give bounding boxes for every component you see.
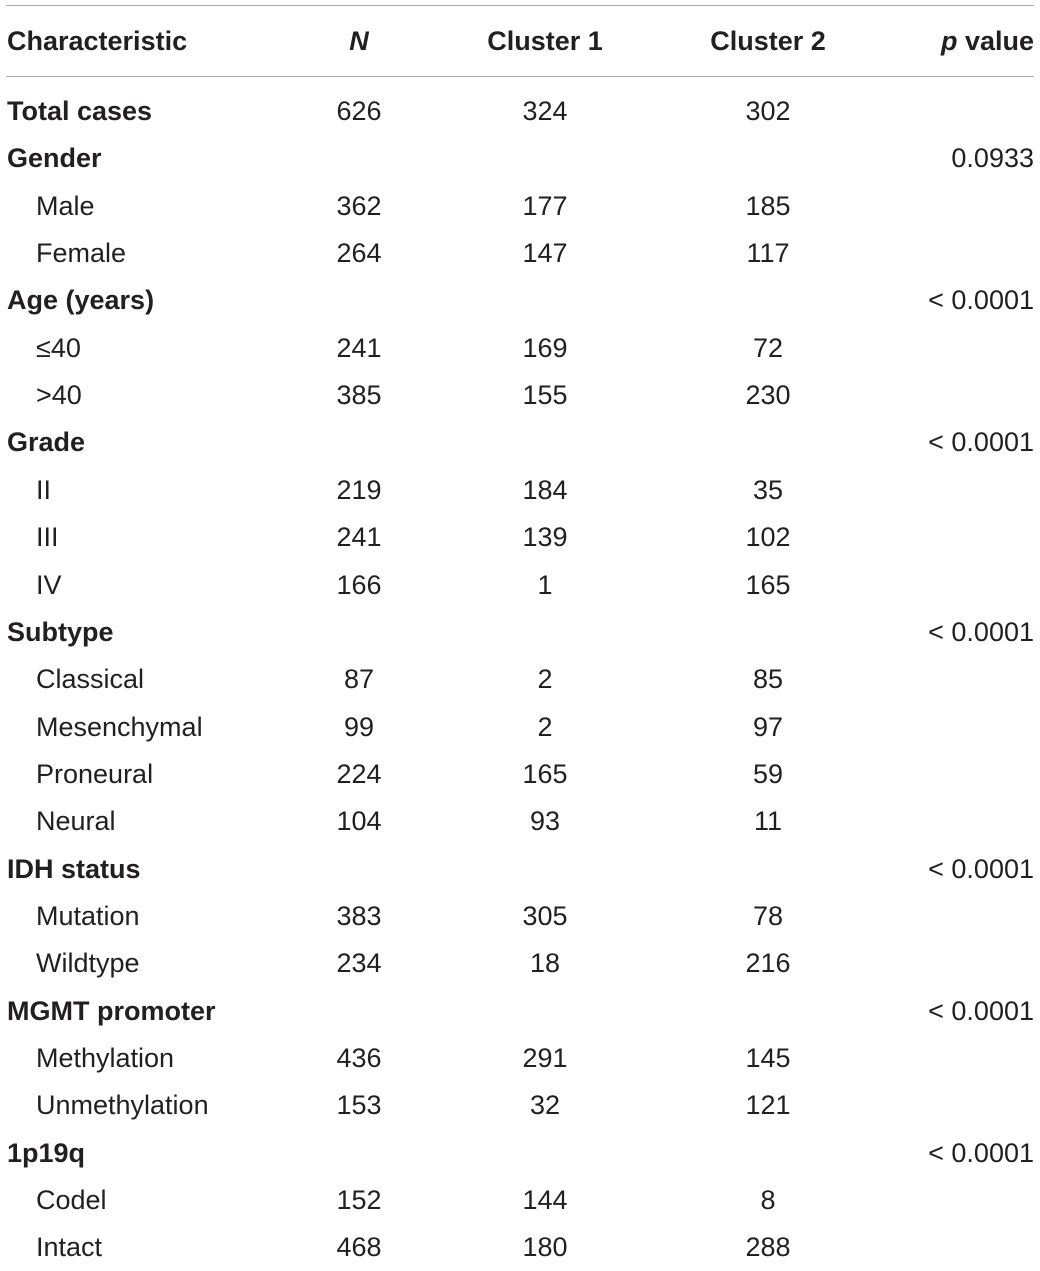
cell-n: 99 <box>343 711 375 742</box>
cell-cluster-1: 32 <box>529 1090 561 1121</box>
cell-n <box>300 609 418 656</box>
cell-cluster-2 <box>690 419 846 466</box>
category-row <box>0 88 1040 135</box>
category-row <box>0 988 1040 1035</box>
row-label: Codel <box>36 1185 107 1216</box>
cell-cluster-1 <box>470 419 620 466</box>
cell-cluster-1: 93 <box>529 806 561 837</box>
cell-cluster-1: 165 <box>522 758 568 789</box>
cell-cluster-2 <box>690 846 846 893</box>
cell-n: 87 <box>343 664 375 695</box>
cell-cluster-1: 139 <box>522 522 568 553</box>
table-row <box>0 1082 1040 1129</box>
cell-n <box>300 135 418 182</box>
cell-cluster-2: 165 <box>745 569 791 600</box>
cell-cluster-2: 230 <box>745 380 791 411</box>
cell-cluster-1 <box>470 988 620 1035</box>
table-row <box>0 467 1040 514</box>
table-row <box>0 230 1040 277</box>
cell-cluster-1: 1 <box>537 569 553 600</box>
table-row <box>0 798 1040 845</box>
cell-cluster-2: 288 <box>745 1232 791 1263</box>
cell-cluster-2: 216 <box>745 948 791 979</box>
table-row <box>0 183 1040 230</box>
row-label: III <box>36 522 59 553</box>
row-label: Proneural <box>36 758 154 789</box>
cell-cluster-1: 144 <box>522 1185 568 1216</box>
row-label: Subtype <box>7 616 114 647</box>
cell-n: 234 <box>336 948 382 979</box>
row-label: >40 <box>36 380 82 411</box>
category-row <box>0 846 1040 893</box>
cell-n: 166 <box>336 569 382 600</box>
cell-p-value: < 0.0001 <box>928 995 1034 1026</box>
category-row <box>0 135 1040 182</box>
cell-p-value: < 0.0001 <box>928 1137 1034 1168</box>
cell-n: 385 <box>336 380 382 411</box>
cell-cluster-1: 291 <box>522 1043 568 1073</box>
row-label: Male <box>36 190 95 221</box>
cell-cluster-1: 305 <box>522 900 568 931</box>
cell-p-value: < 0.0001 <box>928 616 1034 647</box>
cell-n <box>300 277 418 324</box>
cell-n: 264 <box>336 238 382 269</box>
cell-cluster-2 <box>690 135 846 182</box>
cell-n: 241 <box>336 332 382 363</box>
cell-cluster-1: 180 <box>522 1232 568 1263</box>
cell-p-value: < 0.0001 <box>928 285 1034 316</box>
table-row <box>0 751 1040 798</box>
header-cluster-2: Cluster 2 <box>710 25 826 56</box>
cell-cluster-2: 11 <box>753 806 783 837</box>
cell-cluster-2: 117 <box>746 238 790 269</box>
cell-n: 219 <box>336 474 382 505</box>
header-rule <box>6 76 1034 77</box>
table-row <box>0 893 1040 940</box>
cell-cluster-2: 78 <box>752 900 784 931</box>
row-label: Total cases <box>7 96 153 126</box>
table-row <box>0 656 1040 703</box>
cell-n: 468 <box>336 1232 382 1263</box>
category-row <box>0 277 1040 324</box>
row-label: Mesenchymal <box>36 711 203 742</box>
table-row <box>0 514 1040 561</box>
table-row <box>0 325 1040 372</box>
cell-cluster-1: 18 <box>529 948 561 979</box>
cell-cluster-2: 35 <box>752 474 784 505</box>
table-row <box>0 1035 1040 1082</box>
header-p-italic: p <box>940 25 958 56</box>
header-characteristic: Characteristic <box>7 25 188 56</box>
table-row <box>0 940 1040 987</box>
cell-cluster-2: 121 <box>745 1090 791 1121</box>
header-n: N <box>349 25 369 56</box>
header-cluster-1: Cluster 1 <box>487 25 603 56</box>
row-label: Classical <box>36 664 145 695</box>
cell-n: 241 <box>336 522 382 553</box>
row-label: Gender <box>7 143 102 174</box>
row-label: Age (years) <box>7 285 155 316</box>
row-label: Female <box>36 238 127 269</box>
cell-n <box>300 419 418 466</box>
cell-n: 626 <box>336 96 382 126</box>
row-label: Methylation <box>36 1043 175 1073</box>
row-label: Wildtype <box>36 948 140 979</box>
cell-n <box>300 846 418 893</box>
cell-n: 224 <box>336 758 382 789</box>
category-row <box>0 419 1040 466</box>
cell-cluster-1 <box>470 609 620 656</box>
cell-cluster-2: 145 <box>745 1043 791 1073</box>
cell-cluster-1 <box>470 277 620 324</box>
table-row <box>0 1224 1040 1271</box>
category-row <box>0 609 1040 656</box>
table-row <box>0 372 1040 419</box>
cell-cluster-1 <box>470 846 620 893</box>
cell-cluster-2: 302 <box>745 96 791 126</box>
table-row <box>0 562 1040 609</box>
row-label: ≤40 <box>36 332 81 363</box>
top-rule <box>6 5 1034 6</box>
table-row <box>0 1177 1040 1224</box>
cell-n: 104 <box>336 806 382 837</box>
cell-cluster-2: 102 <box>745 522 791 553</box>
cell-cluster-1 <box>470 1130 620 1177</box>
cell-cluster-1: 2 <box>537 664 553 695</box>
cell-p-value: 0.0933 <box>951 143 1034 174</box>
cell-cluster-1: 169 <box>522 332 568 363</box>
row-label: IDH status <box>7 853 141 884</box>
header-p-value <box>941 18 1034 64</box>
cell-cluster-2 <box>690 277 846 324</box>
cell-cluster-1 <box>470 135 620 182</box>
cell-n: 152 <box>336 1185 382 1216</box>
cell-cluster-2: 85 <box>752 664 784 695</box>
cell-cluster-2 <box>690 1130 846 1177</box>
row-label: Grade <box>7 427 86 458</box>
cell-p-value: < 0.0001 <box>928 427 1034 458</box>
table-row <box>0 704 1040 751</box>
cell-cluster-2: 185 <box>745 190 791 221</box>
cell-cluster-2 <box>690 609 846 656</box>
cell-n: 153 <box>336 1090 382 1121</box>
cell-cluster-2: 72 <box>752 332 784 363</box>
cell-n: 362 <box>336 190 382 221</box>
cell-cluster-2: 8 <box>760 1185 776 1216</box>
cell-cluster-1: 177 <box>522 190 568 221</box>
row-label: II <box>36 474 52 505</box>
cell-n: 383 <box>336 900 382 931</box>
row-label: MGMT promoter <box>7 995 216 1026</box>
cell-cluster-1: 324 <box>522 96 568 126</box>
row-label: Unmethylation <box>36 1090 209 1121</box>
cell-cluster-1: 155 <box>522 380 568 411</box>
cell-cluster-1: 147 <box>522 238 568 269</box>
row-label: 1p19q <box>7 1137 86 1168</box>
header-p-rest: value <box>957 25 1034 56</box>
cell-cluster-2: 97 <box>752 711 784 742</box>
cell-cluster-1: 184 <box>522 474 568 505</box>
row-label: Mutation <box>36 900 140 931</box>
cell-n: 436 <box>336 1043 382 1073</box>
cell-p-value: < 0.0001 <box>928 853 1034 884</box>
cell-cluster-2 <box>690 988 846 1035</box>
row-label: Neural <box>36 806 116 837</box>
cell-cluster-1: 2 <box>537 711 553 742</box>
header-row <box>0 18 1040 64</box>
category-row <box>0 1130 1040 1177</box>
cell-cluster-2: 59 <box>752 758 784 789</box>
cell-n <box>300 988 418 1035</box>
cell-n <box>300 1130 418 1177</box>
row-label: IV <box>36 569 62 600</box>
row-label: Intact <box>36 1232 103 1263</box>
